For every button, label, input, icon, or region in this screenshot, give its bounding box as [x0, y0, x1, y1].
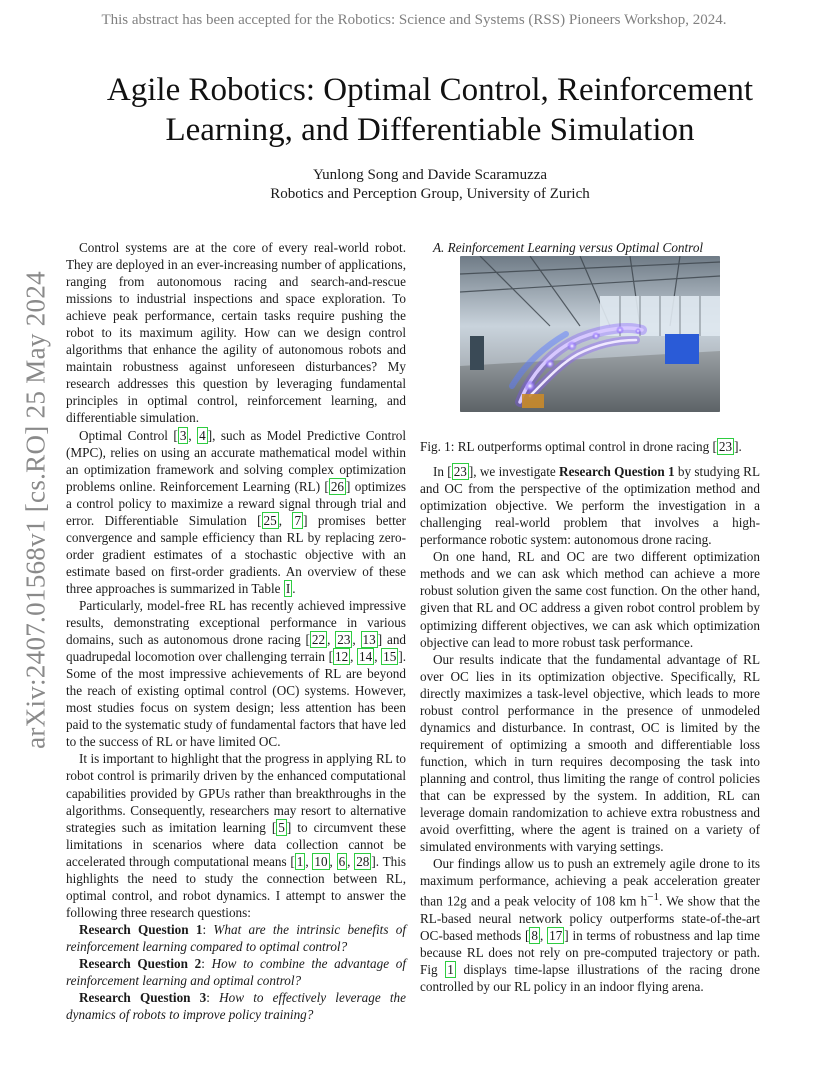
- left-column: [66, 239, 406, 1023]
- figure-caption: Fig. 1: RL outperforms optimal control in drone racing [ 23 ].: [420, 439, 742, 455]
- findings-paragraph: Our findings allow us to push an extremely agile drone to its maximum performance, achieving a peak acceleration greater than 12g and a peak velocity of 108 km $h^{-1}$. We show that the RL-based neural network policy outperforms state-of-the-art OC-based methods [ 8 , 17 ] in terms of robustness and lap time because RL does not rely on pre-computed trajectory or path. Fig 1 displays time-lapse illustrations of the racing drone controlled by our RL policy in an indoor flying arena.: [420, 856, 761, 994]
- author-affiliation: Robotics and Perception Group, University of Zurich: [270, 186, 590, 202]
- research-question-3: Research Question 3: How to effectively leverage the dynamics of robots to improve policy training?: [66, 990, 406, 1023]
- paper-title: [70, 70, 790, 150]
- intro-paragraph: Control systems are at the core of every real-world robot. They are deployed in an ever-increasing number of applications, ranging from autonomous racing and search-and-rescue missions to industrial inspections and space exploration. To achieve peak performance, certain tasks require pushing the robot to its maximum agility. How can we design control algorithms that enhance the agility of autonomous robots and maintain robustness against unforeseen disturbances? My research addresses this question by leveraging fundamental principles in optimal control, reinforcement learning, and differentiable simulation.: [66, 240, 406, 426]
- author-names: Yunlong Song and Davide Scaramuzza: [312, 167, 548, 183]
- research-question-1: Research Question 1: What are the intrinsic benefits of reinforcement learning compared to optimal control?: [66, 921, 406, 954]
- table-link[interactable]: I: [285, 580, 291, 596]
- drone-arena-image: [460, 256, 720, 412]
- gpu-paragraph: It is important to highlight that the progress in applying RL to robot control is primarily driven by the enhanced computational capabilities provided by GPUs rather than breakthroughs in the algorithms. Consequently, researchers may resort to alternative strategies such as imitation learning [ 5 ] to circumvent these limitations in scenarios where data collection cannot be accelerated through computational means [ 1 , 10 , 6 , 28 ]. This highlights the need to study the connection between RL, optimal control, and robot dynamics. I attempt to answer the following three research questions:: [66, 751, 407, 920]
- citation-link[interactable]: 23: [337, 632, 351, 648]
- citation-link[interactable]: 4: [199, 427, 206, 443]
- citation-link[interactable]: 23: [453, 464, 467, 480]
- citation-link[interactable]: 26: [330, 478, 345, 494]
- results-paragraph: Our results indicate that the fundamental advantage of RL over OC lies in its optimization objective. Specifically, RL directly maximizes a task-level objective, which leads to more robust control performance in the presence of unmodeled dynamics and disturbance. In contrast, OC is limited by the requirement of optimizing a smooth and differentiable loss function, which in turn requires decomposing the task into planning and control, thus limiting the range of control policies that can be expressed by the system. In addition, RL can leverage domain randomization to achieve extra robustness and avoid overfitting, where the agent is trained on a variety of simulated environments with varying settings.: [420, 651, 760, 855]
- citation-link[interactable]: 3: [179, 427, 187, 443]
- title-line-2: Learning, and Differentiable Simulation: [165, 112, 695, 148]
- comparison-paragraph: On one hand, RL and OC are two different optimization methods and we can ask which method can achieve a more robust solution given the same cost function. On the other hand, given that RL and OC address a given robot control problem by optimizing different objectives, we can ask which optimization objective can lead to more robust task performance.: [420, 549, 760, 650]
- citation-link[interactable]: 17: [549, 927, 563, 943]
- citation-link[interactable]: 23: [718, 439, 733, 455]
- drone-racing-figure: [460, 256, 720, 412]
- title-line-1: Agile Robotics: Optimal Control, Reinforcement: [106, 72, 754, 108]
- rq1-investigation-paragraph: In [ 23 ], we investigate Research Question 1 by studying RL and OC from the perspective of the optimization method and optimization objective. We perform the investigation in a challenging real-world problem that involves a high-performance robotic system: autonomous drone racing.: [420, 464, 760, 548]
- citation-link[interactable]: 5: [278, 819, 285, 835]
- citation-link[interactable]: 6: [338, 853, 346, 869]
- right-column: [420, 239, 760, 995]
- acceptance-notice: This abstract has been accepted for the Robotics: Science and Systems (RSS) Pioneers Workshop, 2024.: [101, 12, 727, 28]
- citation-link[interactable]: 10: [314, 853, 328, 869]
- rl-results-paragraph: Particularly, model-free RL has recently achieved impressive results, demonstrating exceptional performance in various domains, such as autonomous drone racing [ 22 , 23 , 13 ] and quadrupedal locomotion over challenging terrain [ 12 , 14 , 15 ]. Some of the most impressive achievements of RL are beyond the reach of existing optimal control (OC) systems. However, most studies focus on system design; less attention has been paid to the systematic study of fundamental factors that have led to the success of RL or have limited OC.: [66, 597, 407, 750]
- section-heading: A. Reinforcement Learning versus Optimal Control: [433, 240, 704, 255]
- citation-link[interactable]: 28: [356, 853, 370, 869]
- citation-link[interactable]: 12: [334, 649, 349, 665]
- citation-link[interactable]: 14: [359, 649, 373, 665]
- citation-link[interactable]: 13: [362, 632, 376, 648]
- author-block: [70, 166, 790, 204]
- research-question-2: Research Question 2: How to combine the advantage of reinforcement learning and optimal control?: [66, 955, 406, 989]
- citation-link[interactable]: 15: [383, 649, 397, 665]
- citation-link[interactable]: 25: [263, 512, 277, 528]
- citation-link[interactable]: 22: [311, 632, 326, 648]
- approaches-paragraph: Optimal Control [ 3 , 4 ], such as Model Predictive Control (MPC), relies on using an accurate mathematical model within an optimization framework and solving complex optimization problems online. Reinforcement Learning (RL) [ 26 ] optimizes a control policy to maximize a reward signal through trial and error. Differentiable Simulation [ 25 , 7 ] promises better convergence and sample efficiency than RL by replacing zero-order gradient estimates of a stochastic objective with an estimate based on first-order gradients. An overview of these three approaches is summarized in Table I .: [66, 427, 407, 596]
- citation-link[interactable]: 8: [531, 927, 538, 943]
- citation-link[interactable]: 7: [294, 512, 302, 528]
- citation-link[interactable]: 1: [296, 853, 304, 869]
- arxiv-sidebar-identifier[interactable]: arXiv:2407.01568v1 [cs.RO] 25 May 2024: [20, 271, 51, 749]
- figure-link[interactable]: 1: [447, 961, 454, 977]
